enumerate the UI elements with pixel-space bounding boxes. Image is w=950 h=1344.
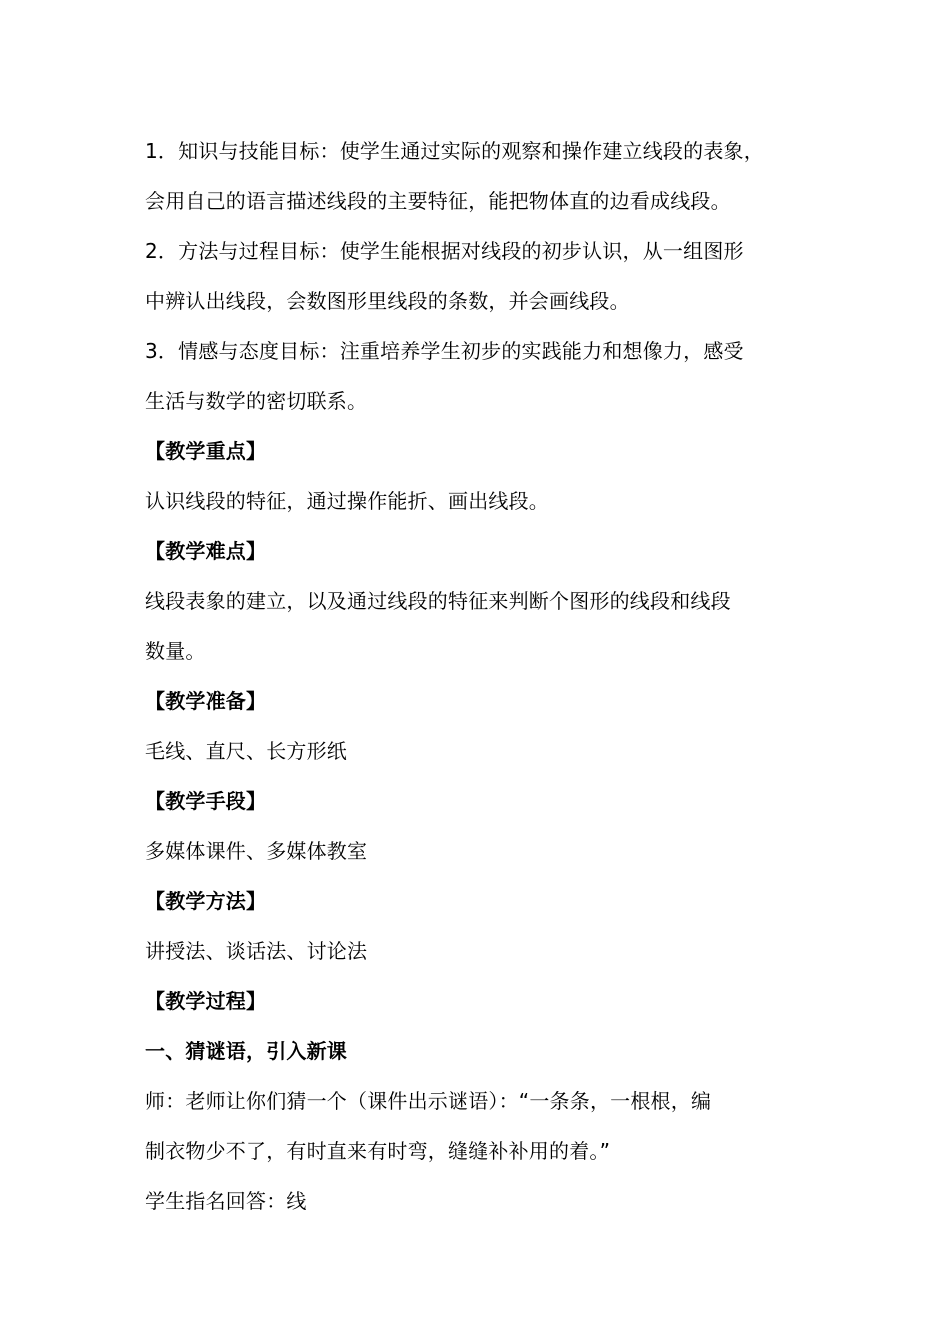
objective-2-line-2: 中辨认出线段，会数图形里线段的条数，并会画线段。 (145, 289, 630, 313)
section-heading-process: 【教学过程】 (145, 989, 267, 1013)
section-heading-difficulties: 【教学难点】 (145, 539, 267, 563)
difficulties-text-line-2: 数量。 (145, 639, 206, 663)
objective-3-line-1: 3．情感与态度目标：注重培养学生初步的实践能力和想像力，感受 (145, 339, 744, 363)
methods-text: 讲授法、谈话法、讨论法 (145, 939, 368, 963)
section-heading-methods: 【教学方法】 (145, 889, 267, 913)
riddle-text-line-2: 制衣物少不了，有时直来有时弯，缝缝补补用的着。” (145, 1139, 611, 1163)
objective-1-line-2: 会用自己的语言描述线段的主要特征，能把物体直的边看成线段。 (145, 189, 731, 213)
section-heading-key-points: 【教学重点】 (145, 439, 267, 463)
subsection-heading-riddle: 一、猜谜语，引入新课 (145, 1039, 347, 1063)
student-answer-text: 学生指名回答：线 (145, 1189, 307, 1213)
key-points-text: 认识线段的特征，通过操作能折、画出线段。 (145, 489, 549, 513)
section-heading-preparation: 【教学准备】 (145, 689, 267, 713)
document-body (145, 126, 825, 1226)
section-heading-means: 【教学手段】 (145, 789, 267, 813)
means-text: 多媒体课件、多媒体教室 (145, 839, 368, 863)
difficulties-text-line-1: 线段表象的建立，以及通过线段的特征来判断个图形的线段和线段 (145, 589, 731, 613)
preparation-text: 毛线、直尺、长方形纸 (145, 739, 347, 763)
objective-3-line-2: 生活与数学的密切联系。 (145, 389, 368, 413)
riddle-text-line-1: 师：老师让你们猜一个（课件出示谜语）：“一条条，一根根，编 (145, 1089, 712, 1113)
objective-2-line-1: 2．方法与过程目标：使学生能根据对线段的初步认识，从一组图形 (145, 239, 744, 263)
objective-1-line-1: 1．知识与技能目标：使学生通过实际的观察和操作建立线段的表象， (145, 139, 764, 163)
